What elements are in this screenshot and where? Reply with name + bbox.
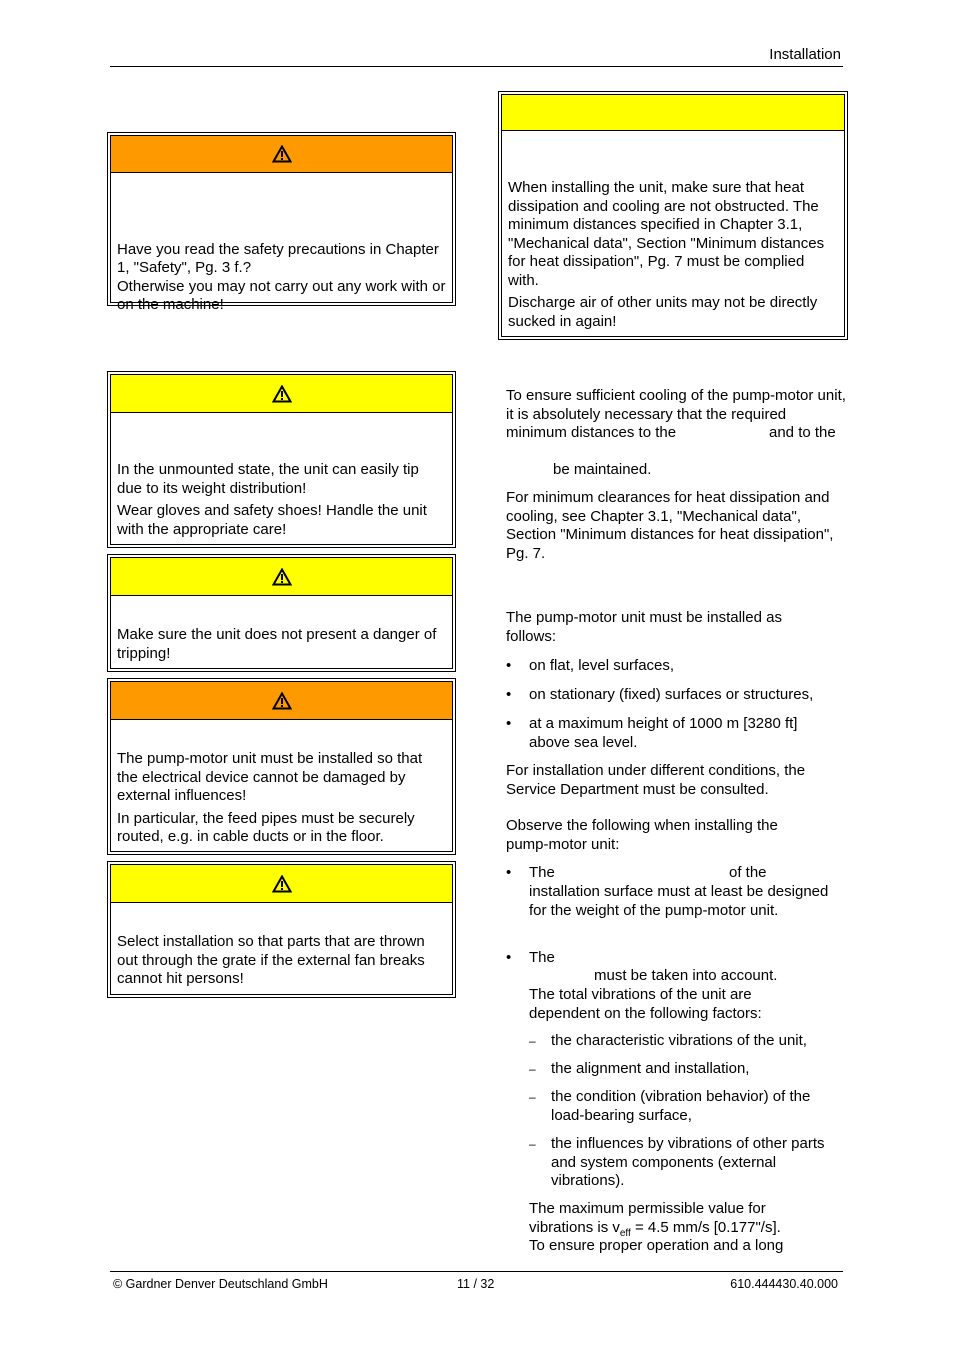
warning-header-bar	[111, 375, 452, 413]
text-span: on flat, level surfaces,	[529, 657, 675, 674]
warning-header-bar	[111, 865, 452, 903]
text-span: The maximum permissible value for vibrations is v	[529, 1200, 766, 1236]
header-rule	[110, 66, 843, 67]
list-item	[529, 1060, 841, 1079]
list-item	[506, 864, 555, 883]
observe-intro: Observe the following when installing the pump-motor unit:	[506, 817, 778, 853]
bullet-dot: •	[506, 686, 512, 703]
list-item	[506, 657, 839, 676]
subscript: eff	[619, 1227, 631, 1239]
warning-triangle-icon	[272, 385, 292, 403]
text-span: To ensure sufficient cooling of the pump-motor unit, it is absolutely necessary that the required minimum distances to the	[506, 387, 846, 441]
notice-text: Discharge air of other units may not be directly sucked in again!	[508, 294, 818, 330]
warning-box-tipping	[107, 371, 456, 548]
text-span: the condition (vibration behavior) of the load-bearing surface,	[551, 1088, 811, 1124]
warning-box-electrical	[107, 678, 456, 855]
warning-text: In particular, the feed pipes must be securely routed, e.g. in cable ducts or in the floor.	[117, 809, 415, 845]
text-span: = 4.5 mm/s [0.177"/s].	[630, 1218, 781, 1236]
warning-box-tripping	[107, 554, 456, 672]
bullet-dot: •	[506, 657, 512, 674]
warning-text: The pump-motor unit must be installed so that the electrical device cannot be damaged by external influences!	[117, 750, 423, 804]
dash-mark: –	[529, 1034, 536, 1048]
warning-box-safety	[107, 132, 456, 313]
warning-triangle-icon	[272, 875, 292, 893]
warning-text: Have you read the safety precautions in Chapter 1, "Safety", Pg. 3 f.? Otherwise you may not carry out any work with or on the machine!	[117, 240, 446, 313]
dash-mark: –	[529, 1137, 536, 1151]
install-other: For installation under different conditions, the Service Department must be consulted.	[506, 762, 806, 798]
list-item	[529, 1032, 841, 1051]
warning-triangle-icon	[272, 145, 292, 163]
text-span: The	[529, 864, 555, 881]
warning-header-bar	[111, 136, 452, 173]
warning-text: Make sure the unit does not present a danger of tripping!	[117, 626, 437, 662]
notice-box-cooling	[498, 91, 848, 340]
bullet-dot: •	[506, 715, 512, 732]
warning-text: Select installation so that parts that are thrown out through the grate if the external fan breaks cannot hit persons!	[117, 933, 425, 987]
text-span: the characteristic vibrations of the unit,	[551, 1032, 807, 1049]
footer-page-number: 11 / 32	[457, 1277, 495, 1291]
list-item	[506, 686, 839, 705]
warning-header-bar	[111, 682, 452, 720]
bullet-text: The total vibrations of the unit are dependent on the following factors:	[529, 986, 762, 1022]
bullet-text: installation surface must at least be designed for the weight of the pump-motor unit.	[529, 883, 829, 919]
text-span: on stationary (fixed) surfaces or structures,	[529, 686, 814, 703]
notice-header-bar	[502, 95, 844, 131]
dash-mark: –	[529, 1090, 536, 1104]
text-taken-into-account: must be taken into account.	[594, 967, 778, 984]
text-span: the influences by vibrations of other parts and system components (external vibrations).	[551, 1135, 825, 1189]
warning-text: Wear gloves and safety shoes! Handle the unit with the appropriate care!	[117, 502, 427, 538]
list-item	[506, 715, 829, 752]
footer-rule	[110, 1271, 843, 1272]
footer-copyright: © Gardner Denver Deutschland GmbH	[113, 1277, 328, 1291]
notice-text: When installing the unit, make sure that heat dissipation and cooling are not obstructed. The minimum distances specified in Chapter 3.1, "Mechanical data", Section "Minimum distances for heat dissipation", Pg. 7 must be complied with.	[508, 179, 825, 289]
text-of-the: of the	[729, 864, 767, 881]
list-item	[529, 1135, 841, 1191]
list-item	[506, 949, 555, 968]
footer-doc-number: 610.444430.40.000	[730, 1277, 838, 1291]
section-title: Installation	[769, 46, 841, 63]
warning-triangle-icon	[272, 568, 292, 586]
text-span: at a maximum height of 1000 m [3280 ft] above sea level.	[529, 715, 798, 751]
bullet-dot: •	[506, 864, 512, 881]
warning-box-fan	[107, 861, 456, 998]
warning-text: In the unmounted state, the unit can easily tip due to its weight distribution!	[117, 461, 419, 497]
text-span: The	[529, 949, 555, 966]
list-item	[529, 1088, 841, 1125]
install-intro: The pump-motor unit must be installed as follows:	[506, 609, 782, 645]
warning-triangle-icon	[272, 692, 292, 710]
cooling-be-maintained: be maintained.	[553, 461, 652, 478]
clearance-paragraph: For minimum clearances for heat dissipation and cooling, see Chapter 3.1, "Mechanical data", Section "Minimum distances for heat dissipation", Pg. 7.	[506, 489, 834, 562]
dash-mark: –	[529, 1062, 536, 1076]
cooling-and-to-the: and to the	[769, 424, 836, 441]
bullet-dot: •	[506, 949, 512, 966]
warning-header-bar	[111, 558, 452, 596]
text-span: the alignment and installation,	[551, 1060, 750, 1077]
ensure-text: To ensure proper operation and a long	[529, 1237, 784, 1254]
